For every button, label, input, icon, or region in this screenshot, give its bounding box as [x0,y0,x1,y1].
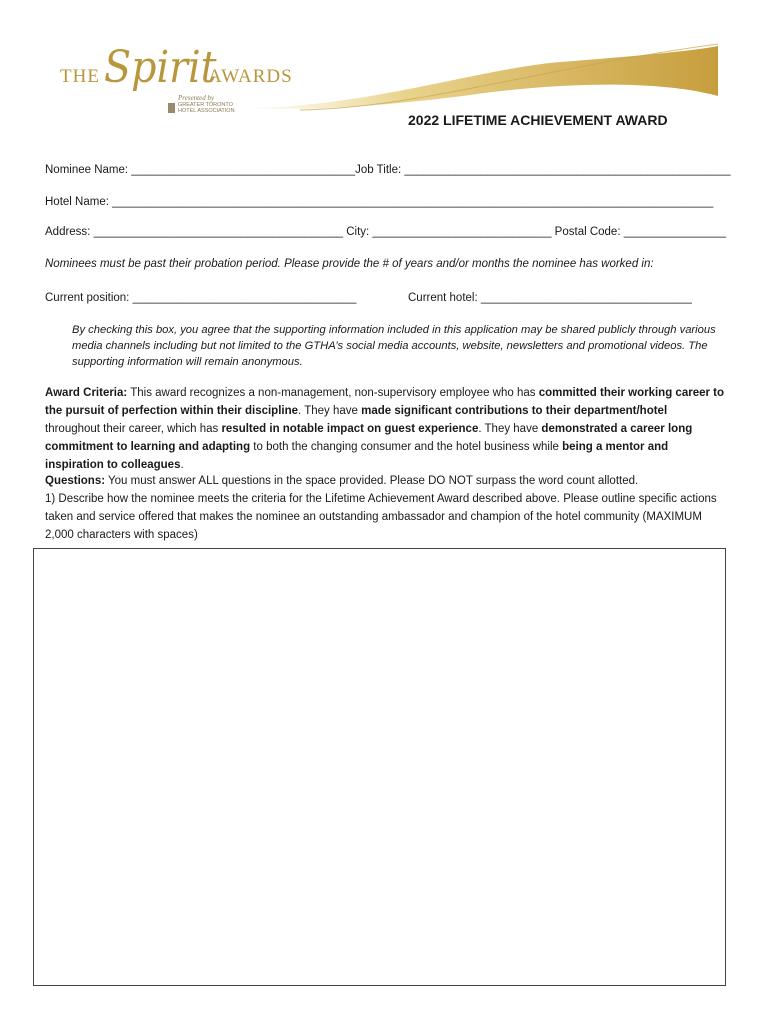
criteria-label: Award Criteria: [45,387,128,399]
questions-intro: You must answer ALL questions in the space provided. Please DO NOT surpass the word count allotted. [105,475,639,487]
criteria-text: . They have [478,423,542,435]
criteria-text: This award recognizes a non-management, non-supervisory employee who has [127,387,539,399]
question-1: 1) Describe how the nominee meets the criteria for the Lifetime Achievement Award described above. Please outline specific actions taken and service offered that makes the nominee an outstanding ambassador and champion of the hotel community (MAXIMUM 2,000 characters with spaces) [45,493,717,541]
criteria-bold: made significant contributions to their department/hotel [361,405,668,417]
criteria-bold: committed their working career to the pursuit of perfection within their discipline [45,387,725,417]
logo-presented-by: Presented by [178,94,215,102]
criteria-text: . They have [298,405,362,417]
current-hotel-field[interactable]: Current hotel: _________________________________ [408,292,692,304]
logo-the: THE [60,66,100,87]
hotel-name-field[interactable]: Hotel Name: ______________________________________________________________________________________________ [45,196,714,208]
current-position-field[interactable]: Current position: ___________________________________ [45,292,357,304]
nominee-job-title-field[interactable]: Nominee Name: ___________________________________Job Title: ___________________________________________________ [45,164,731,176]
award-criteria [45,384,725,474]
questions-label: Questions: [45,475,106,487]
logo-awards: AWARDS [208,66,293,87]
criteria-text: to both the changing consumer and the hotel business while [250,441,563,453]
page-title: 2022 LIFETIME ACHIEVEMENT AWARD [408,112,668,128]
criteria-bold: being a mentor and inspiration to colleagues [45,441,669,471]
probation-note: Nominees must be past their probation period. Please provide the # of years and/or months the nominee has worked in: [45,258,654,270]
criteria-bold: demonstrated a career long commitment to learning and adapting [45,423,693,453]
criteria-text: throughout their career, which has [45,423,222,435]
association-icon [168,103,175,113]
address-city-postal-field[interactable]: Address: _______________________________________ City: ____________________________ Postal Code: ________________ [45,226,727,238]
criteria-text: . [180,459,184,471]
consent-statement: By checking this box, you agree that the supporting information included in this application may be shared publicly through various media channels including but not limited to the GTHA’s social media accounts, website, newsletters and promotional videos. The supporting information will remain anonymous. [72,324,716,368]
answer-text-box[interactable] [33,548,726,986]
logo-association: GREATER TORONTO HOTEL ASSOCIATION [178,102,235,114]
logo-spirit: Spirit [104,42,217,93]
questions-section [45,472,725,544]
criteria-bold: resulted in notable impact on guest experience [221,423,479,435]
spirit-awards-logo [60,40,293,120]
